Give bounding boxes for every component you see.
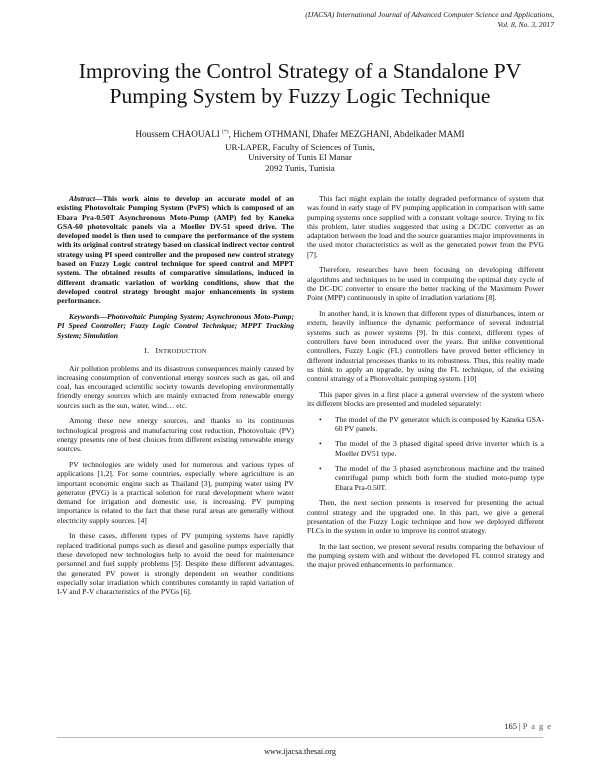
paragraph: In these cases, different types of PV pumping systems have rapidly replaced traditional pumps such as diesel and gasoline pumps especially that these developed new technologies help to avoid the need for maintenance personnel and fuel supply problems [5]. Despite these different advantages, the generated PV power is strongly dependent on weather conditions especially solar irradiation which contributes constantly in rapid variation of I-V and P-V characteristics of the PVGs [6]. [57, 531, 294, 597]
list-item [307, 439, 544, 458]
journal-header [305, 10, 554, 30]
page-number-value: 165 [504, 722, 517, 731]
paragraph: Air pollution problems and its disastrous consequences mainly caused by increasing consumption of conventional energy sources such as gas, oil and coal, has encouraged scientific society towards developing environmentally friendly energy sources which are mainly extracted from renewable energy sources such as the sun, water, wind… etc. [57, 363, 294, 410]
affiliation-line: UR-LAPER, Faculty of Sciences of Tunis, [225, 142, 375, 152]
affiliation-line: 2092 Tunis, Tunisia [265, 162, 335, 173]
list-item [307, 415, 544, 434]
abstract-label: Abstract [69, 194, 96, 203]
paragraph: Therefore, researches have been focusing on developing different algorithms and techniques to be used in computing the optimal duty cycle of the DC-DC converter to ensure the better tracking of the Maximum Power Point (MPP) continuously in spite of irradiation variations [8]. [307, 265, 544, 303]
author-list [40, 127, 560, 140]
section-title-initial: I [155, 346, 159, 356]
list-item-text: The model of the PV generator which is composed by Kaneka GSA-60 PV panels. [335, 414, 544, 434]
footer-url: www.ijacsa.thesai.org [264, 747, 336, 756]
section-title-rest: NTRODUCTION [158, 348, 207, 356]
paragraph: This fact might explain the totally degraded performance of system that was found in early stage of PV pumping application in comparison with same pumping systems once supplied with a constant voltage source. Trying to fix this problem, later studies suggested that using a DC/DC converter as an adaptation between the load and the source guaranties major improvements in the used motor characteristics as well as the generated power from the PVG [7]. [307, 194, 544, 259]
paragraph: In the last section, we present several results comparing the behaviour of the pumping system with and without the developed FL control strategy and the major proved enhancements in performance. [307, 541, 544, 570]
abstract [57, 194, 294, 306]
paragraph: This paper gives in a first place a general overview of the system where its different blocks are presented and modeled separately: [307, 389, 544, 409]
bullet-icon: • [319, 439, 322, 449]
section-heading [57, 346, 294, 356]
other-authors: , Hichem OTHMANI, Dhafer MEZGHANI, Abdelkader MAMI [228, 129, 465, 140]
first-author: Houssem CHAOUALI [135, 129, 220, 140]
paragraph: Then, the next section presents is reserved for presenting the actual control strategy and the upgraded one. In this part, we give a general presentation of the Fuzzy Logic technique and how we deployed different FLCs in the system in order to improve its control strategy. [307, 498, 544, 536]
keywords: Keywords—Photovoltaic Pumping System; Asynchronous Moto-Pump; PI Speed Controller; Fuzzy Logic Control Technique; MPPT Tracking System; Simulation [57, 311, 294, 340]
abstract-text: —This work aims to develop an accurate model of an existing Photovoltaic Pumping System (PvPS) which is composed of an Ebara Pra-0.50T Asynchronous Moto-Pump (AMP) fed by Kaneka GSA-60 photovoltaic panels via a Moeller DV-51 speed drive. The developed model is then used to compare the performance of the system with its original control strategy based on classical indirect vector control strategy using PI speed controller and the proposed new control strategy based on Fuzzy Logic control technique for speed control and MPPT system. The obtained results of comparative simulations, induced in different dramatic variation of working conditions, show that the developed control strategy brought major enhancements in system performance. [57, 194, 294, 306]
journal-volume: Vol. 8, No. 3, 2017 [497, 20, 554, 29]
section-number: I. [144, 346, 150, 356]
bullet-icon: • [319, 414, 322, 424]
right-column [307, 194, 544, 576]
footer-divider [57, 737, 543, 738]
paragraph: PV technologies are widely used for numerous and various types of applications [1,2]. For some countries, especially where agriculture is an important economic engine such as Thailand [3], pumping water using PV generator (PVG) is a practical solution for rural development where water demand for irrigation and domestic use, is increasing. PV pumping importance is related to the fact that these rural areas are generally without electricity supply sources. [4] [57, 459, 294, 525]
page-number [504, 722, 552, 731]
list-item-text: The model of the 3 phased digital speed drive inverter which is a Moeller DV51 type. [335, 439, 544, 458]
paper-title: Improving the Control Strategy of a Standalone PV Pumping System by Fuzzy Logic Technique [78, 59, 522, 108]
affiliation-line: University of Tunis El Manar [248, 152, 352, 163]
paragraph: In another hand, it is known that different types of disturbances, intern or extern, heavily influence the dynamic performance of several industrial systems such as power systems [9]. In this context, different types of controllers have been introduced over the years. But unlike conventional controllers, Fuzzy Logic (FL) controllers have proved better efficiency in different industrial processes thanks to its robustness. Thus, this reality made us think to apply an upgrade, by using the FL technique, of the existing control strategy of a Photovoltaic pumping system. [10] [307, 309, 544, 384]
affiliation [40, 142, 560, 173]
page-label: P a g e [522, 722, 552, 731]
left-column [57, 194, 294, 603]
paragraph: Among these new energy sources, and thanks to its continuous technological progress and manufacturing cost reduction, Photovoltaic (PV) energy presents one of best choices from different existing renewable energy sources. [57, 416, 294, 454]
bullet-icon: • [319, 463, 322, 473]
list-item [307, 464, 544, 492]
corresponding-mark: (*) [222, 129, 229, 135]
journal-name: (IJACSA) International Journal of Advanced Computer Science and Applications, [305, 10, 554, 19]
model-list [307, 415, 544, 492]
list-item-text: The model of the 3 phased asynchronous machine and the trained centrifugal pump which both form the studied moto-pump type Ebara Pra-0.50T. [335, 463, 544, 492]
page-number-separator: | [516, 722, 523, 731]
